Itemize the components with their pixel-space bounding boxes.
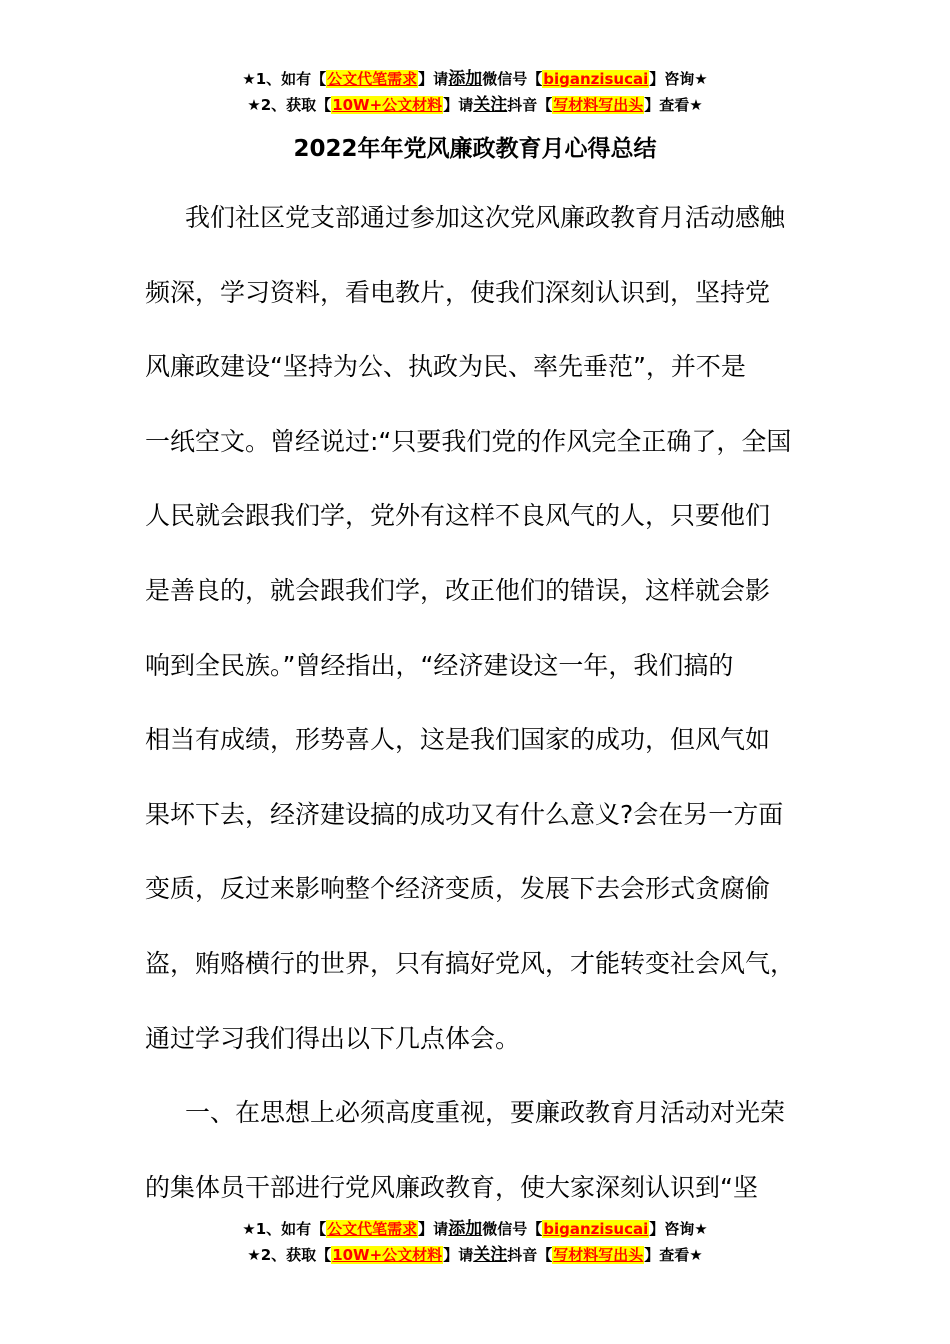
body-line: 风廉政建设“坚持为公、执政为民、率先垂范”，并不是 — [145, 352, 746, 382]
body-line: 相当有成绩，形势喜人，这是我们国家的成功，但风气如 — [145, 725, 771, 755]
body-line: 果坏下去，经济建设搞的成功又有什么意义?会在另一方面 — [145, 799, 784, 829]
body-line: 响到全民族。”曾经指出，“经济建设这一年，我们搞的 — [145, 650, 734, 680]
banner-text: 】请 — [443, 96, 474, 114]
banner-text: 】请 — [443, 1246, 474, 1264]
body-line: 盗，贿赂横行的世界，只有搞好党风，才能转变社会风气， — [145, 948, 796, 978]
banner-text: 微信号【 — [482, 70, 543, 88]
body-line: 一、在思想上必须高度重视，要廉政教育月活动对光荣 — [185, 1098, 786, 1128]
banner-text: ★1、如有【 — [242, 70, 327, 88]
banner-line-1 — [0, 1216, 950, 1242]
banner-emphasis: 添加 — [448, 69, 483, 89]
banner-highlight: 10W+公文材料 — [332, 1246, 443, 1264]
banner-emphasis: 添加 — [448, 1219, 483, 1239]
body-line: 变质，反过来影响整个经济变质，发展下去会形式贪腐偷 — [145, 874, 771, 904]
banner-highlight: 写材料写出头 — [553, 1246, 644, 1264]
banner-text: ★2、获取【 — [247, 1246, 332, 1264]
banner-highlight: 写材料写出头 — [553, 96, 644, 114]
top-banner — [0, 66, 950, 118]
banner-highlight: biganzisucai — [543, 1220, 649, 1238]
body-line: 人民就会跟我们学，党外有这样不良风气的人，只要他们 — [145, 501, 771, 531]
banner-highlight: biganzisucai — [543, 70, 649, 88]
banner-text: 】咨询★ — [649, 1220, 708, 1238]
body-line: 一纸空文。曾经说过:“只要我们党的作风完全正确了，全国 — [145, 426, 792, 456]
banner-text: 抖音【 — [507, 96, 553, 114]
banner-line-2 — [0, 1242, 950, 1268]
banner-highlight: 公文代笔需求 — [327, 1220, 418, 1238]
banner-text: ★2、获取【 — [247, 96, 332, 114]
banner-text: 】查看★ — [644, 96, 703, 114]
banner-text: 】请 — [418, 1220, 449, 1238]
body-line: 通过学习我们得出以下几点体会。 — [145, 1023, 521, 1053]
banner-line-1 — [0, 66, 950, 92]
banner-emphasis: 关注 — [473, 95, 508, 115]
body-line: 频深，学习资料，看电教片，使我们深刻认识到，坚持党 — [145, 277, 771, 307]
banner-highlight: 公文代笔需求 — [327, 70, 418, 88]
banner-emphasis: 关注 — [473, 1245, 508, 1265]
body-line: 我们社区党支部通过参加这次党风廉政教育月活动感触 — [185, 203, 786, 232]
body-line: 的集体员干部进行党风廉政教育，使大家深刻认识到“坚 — [145, 1172, 758, 1202]
bottom-banner — [0, 1216, 950, 1268]
banner-text: 抖音【 — [507, 1246, 553, 1264]
document-body — [145, 186, 815, 1230]
banner-highlight: 10W+公文材料 — [332, 96, 443, 114]
document-title: 2022年年党风廉政教育月心得总结 — [293, 136, 657, 162]
banner-text: 微信号【 — [482, 1220, 543, 1238]
banner-text: 】咨询★ — [649, 70, 708, 88]
banner-text: 】查看★ — [644, 1246, 703, 1264]
banner-text: 】请 — [418, 70, 449, 88]
body-line: 是善良的，就会跟我们学，改正他们的错误，这样就会影 — [145, 575, 771, 605]
banner-text: ★1、如有【 — [242, 1220, 327, 1238]
banner-line-2 — [0, 92, 950, 118]
